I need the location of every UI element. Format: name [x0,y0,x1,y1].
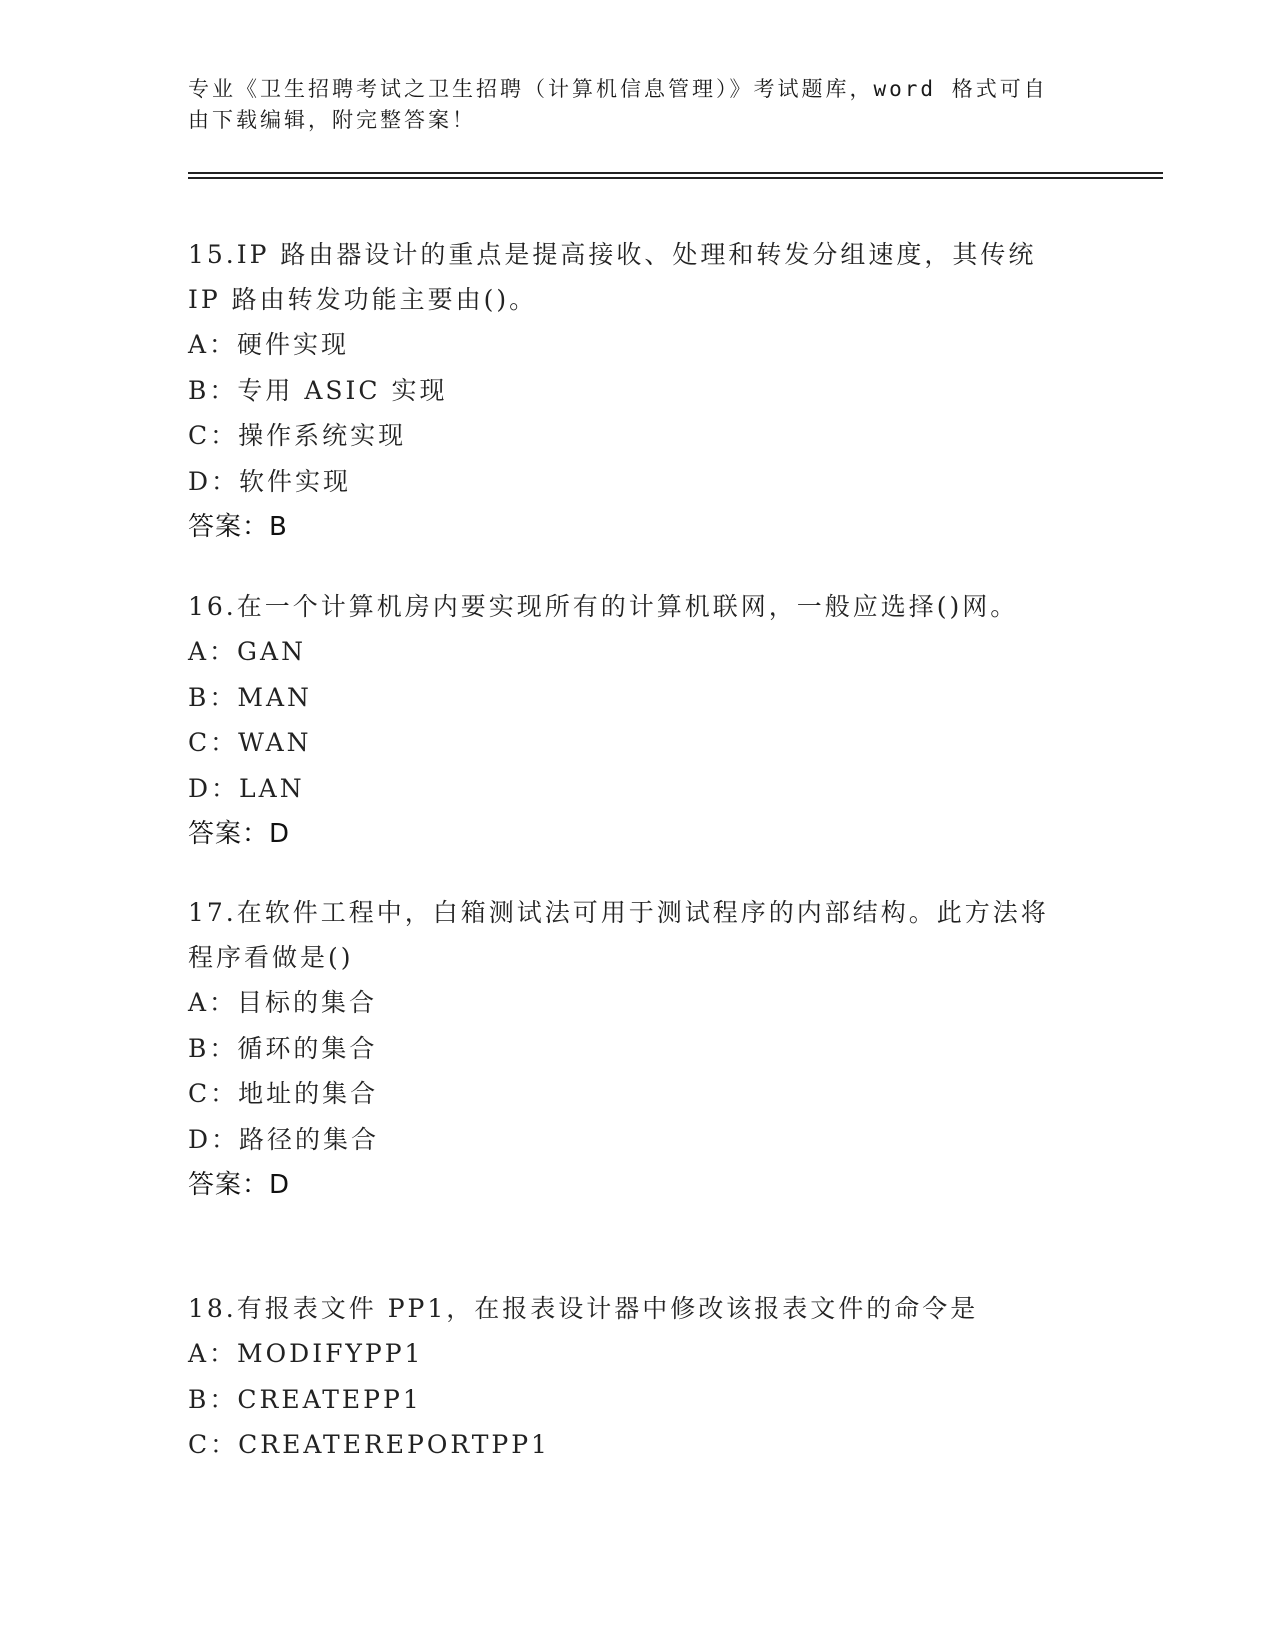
answer: 答案：D [188,819,291,849]
option-c: C：WAN [188,728,312,757]
option-d: D：软件实现 [188,466,352,496]
question-stem-line: 程序看做是() [188,943,354,972]
option-d: D：LAN [188,773,305,803]
option-b: B：CREATEPP1 [188,1384,422,1414]
header-rule-bottom [188,177,1163,179]
document-header [188,74,1068,136]
question-stem-line: 15.IP 路由器设计的重点是提高接收、处理和转发分组速度，其传统 [188,240,1037,269]
option-d: D：路径的集合 [188,1124,380,1154]
option-c: C：操作系统实现 [188,421,407,450]
option-a: A：MODIFYPP1 [188,1339,424,1368]
question-17 [188,890,1088,1209]
option-b: B：循环的集合 [188,1033,378,1063]
question-stem-line: 17.在软件工程中，白箱测试法可用于测试程序的内部结构。此方法将 [188,898,1049,927]
answer: 答案：B [188,512,288,542]
option-a: A：硬件实现 [188,330,350,359]
header-rule-top [188,172,1163,174]
option-a: A：目标的集合 [188,988,378,1017]
header-line-1: 专业《卫生招聘考试之卫生招聘（计算机信息管理）》考试题库，word 格式可自 [188,77,1048,101]
option-c: C：地址的集合 [188,1079,379,1108]
question-stem-line: 18.有报表文件 PP1，在报表设计器中修改该报表文件的命令是 [188,1294,979,1323]
option-a: A：GAN [188,637,306,666]
question-18 [188,1286,1088,1468]
option-b: B：MAN [188,682,312,712]
option-b: B：专用 ASIC 实现 [188,375,448,405]
option-c: C：CREATEREPORTPP1 [188,1430,550,1459]
question-stem-line: 16.在一个计算机房内要实现所有的计算机联网，一般应选择()网。 [188,592,1019,621]
answer: 答案：D [188,1170,291,1200]
header-line-2: 由下载编辑，附完整答案！ [188,108,476,132]
question-15 [188,232,1088,551]
question-16 [188,584,1088,858]
question-stem-line: IP 路由转发功能主要由()。 [188,285,538,314]
